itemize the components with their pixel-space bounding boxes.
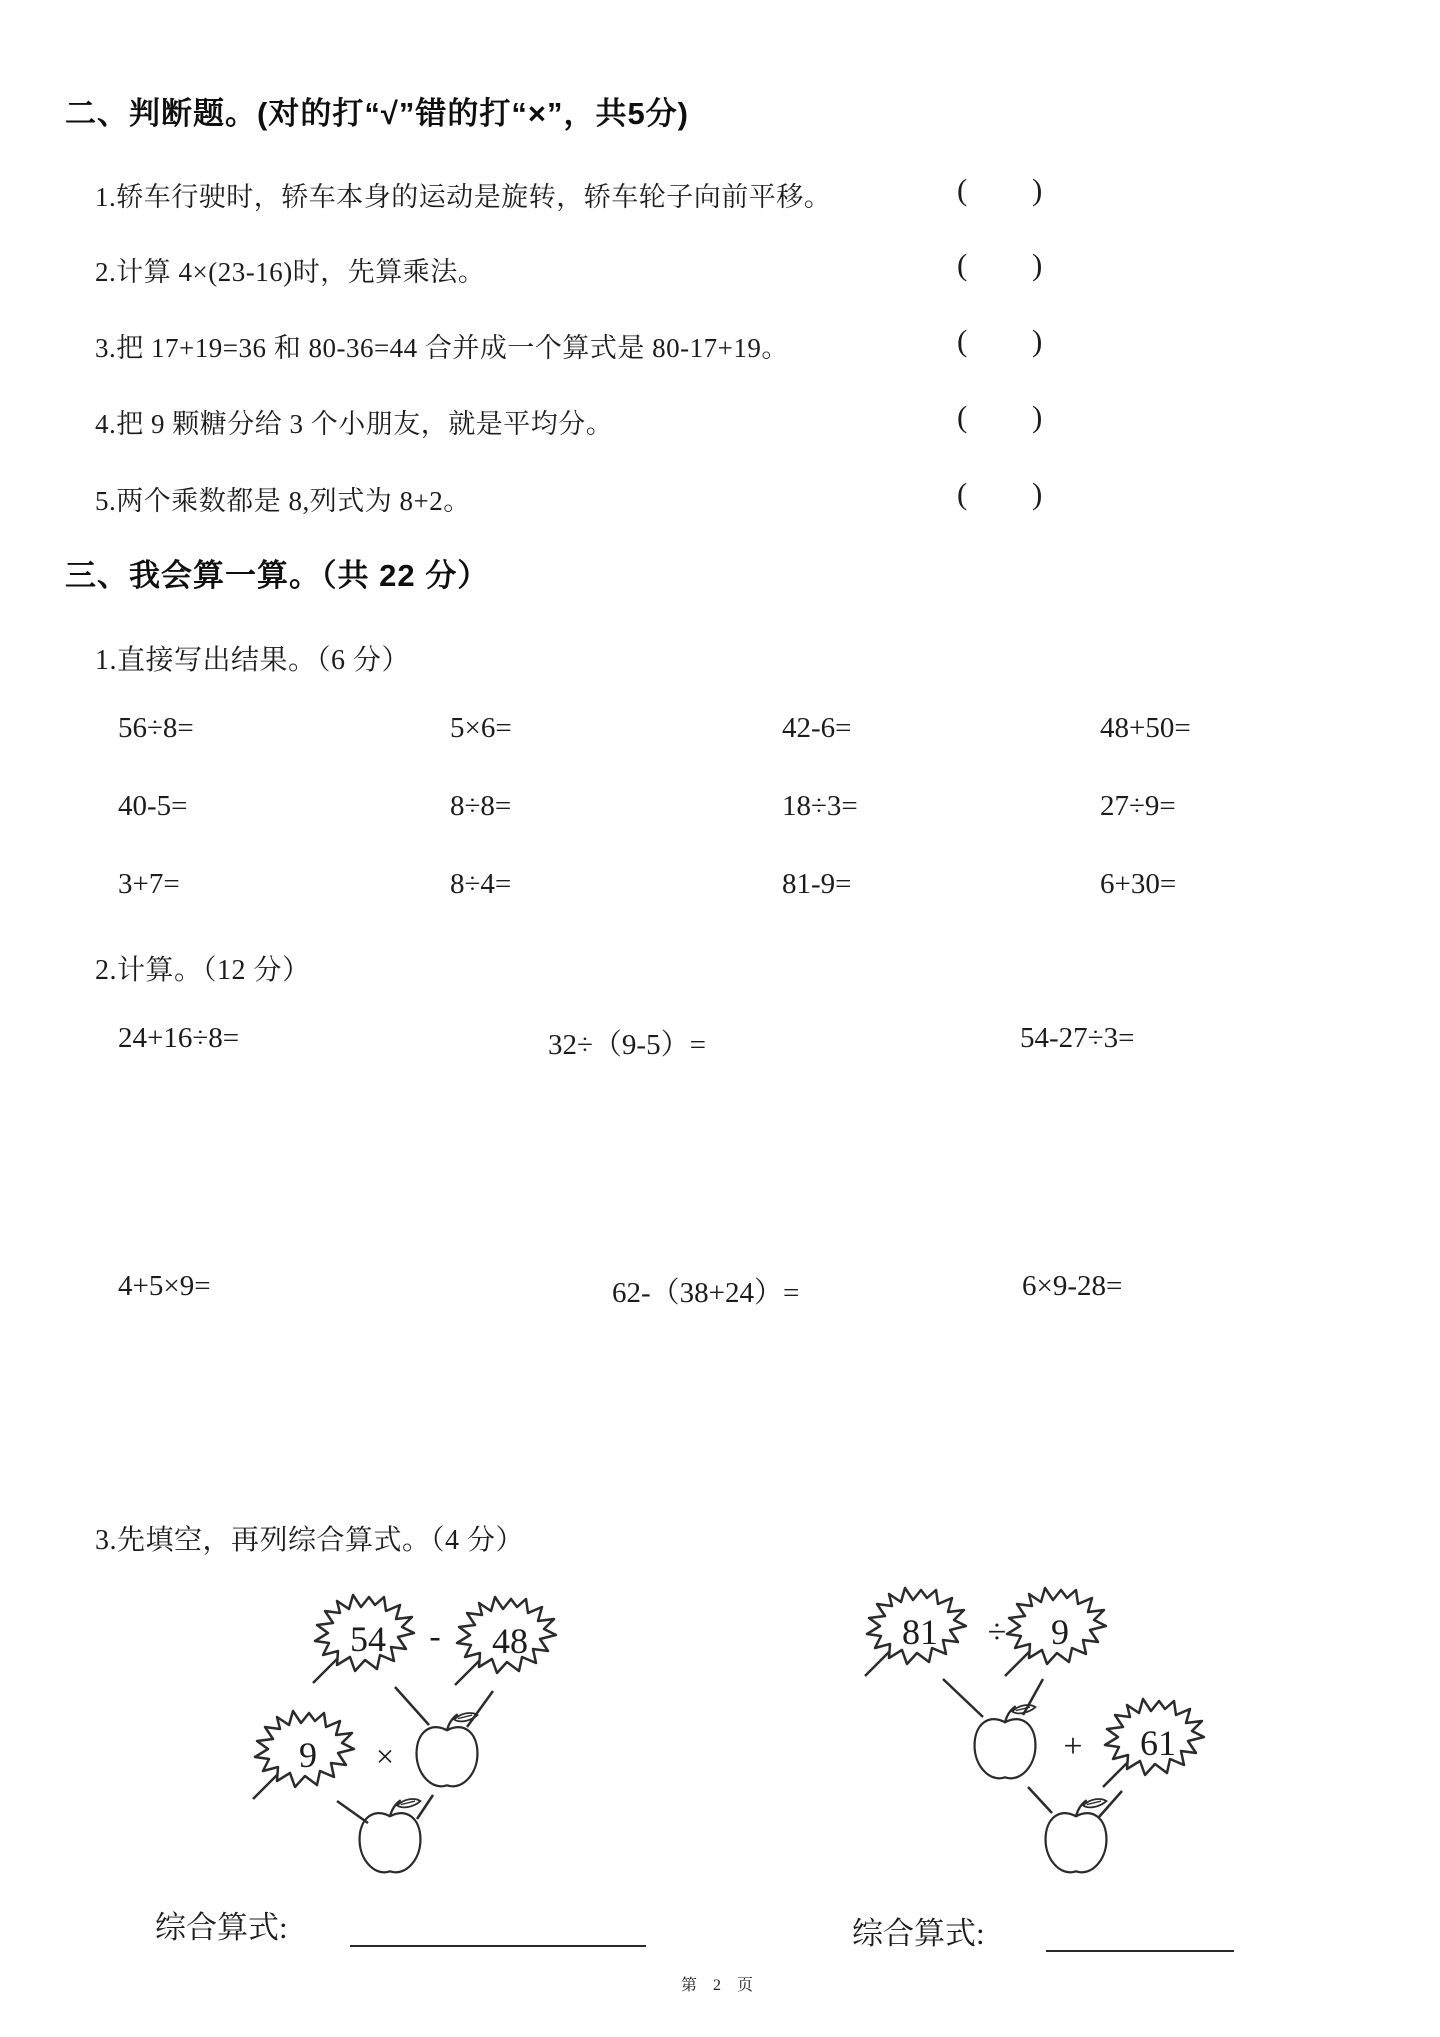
connector-line — [1028, 1787, 1052, 1813]
expr-6x9-28: 6×9-28= — [1022, 1270, 1123, 1302]
judge-item-2-paren-open: ( — [957, 247, 968, 282]
expr-32div9-5: 32÷（9-5）= — [548, 1029, 706, 1061]
sub3-title: 3.先填空，再列综合算式。（4 分） — [95, 1525, 525, 1556]
judge-item-2-paren-close: ) — [1032, 247, 1043, 282]
judge-item-3-paren-open: ( — [957, 323, 968, 358]
left-op-minus: - — [429, 1618, 441, 1655]
apple-answer-icon — [1046, 1799, 1107, 1872]
expr-27div9: 27÷9= — [1100, 790, 1176, 822]
section2-title: 二、判断题。(对的打“√”错的打“×”，共5分) — [65, 96, 690, 131]
expr-18div3: 18÷3= — [782, 790, 858, 822]
judge-item-4-paren-close: ) — [1032, 399, 1043, 434]
right-op-plus: + — [1063, 1728, 1083, 1765]
judge-item-1-paren-close: ) — [1032, 172, 1043, 207]
right-leaf-9: 9 — [1051, 1612, 1069, 1652]
judge-item-1-text: 1.轿车行驶时，轿车本身的运动是旋转，轿车轮子向前平移。 — [95, 182, 832, 212]
judge-item-5-paren-close: ) — [1032, 476, 1043, 511]
connector-line — [467, 1691, 493, 1727]
sub1-title: 1.直接写出结果。（6 分） — [95, 645, 411, 676]
judge-item-2-text: 2.计算 4×(23-16)时，先算乘法。 — [95, 257, 486, 287]
left-formula-label: 综合算式: — [155, 1910, 288, 1945]
expr-42-6: 42-6= — [782, 712, 852, 744]
judge-item-1-paren-open: ( — [957, 172, 968, 207]
apple-answer-icon — [360, 1799, 421, 1872]
judge-item-4-paren-open: ( — [957, 399, 968, 434]
right-leaf-61: 61 — [1140, 1723, 1176, 1763]
expr-54-27div3: 54-27÷3= — [1020, 1022, 1135, 1054]
expr-62-38p24: 62-（38+24）= — [612, 1277, 800, 1309]
judge-item-5-paren-open: ( — [957, 476, 968, 511]
right-op-divide: ÷ — [987, 1614, 1007, 1651]
right-expression-tree-diagram — [845, 1565, 1255, 1885]
expr-8div8: 8÷8= — [450, 790, 512, 822]
expr-8div4: 8÷4= — [450, 868, 512, 900]
left-leaf-54: 54 — [350, 1619, 386, 1659]
expr-56div8: 56÷8= — [118, 712, 194, 744]
expr-4p5x9: 4+5×9= — [118, 1270, 211, 1302]
left-expression-tree-diagram — [225, 1575, 675, 1885]
connector-line — [395, 1687, 429, 1725]
connector-line — [943, 1679, 983, 1717]
left-answer-blank — [350, 1945, 646, 1947]
expr-5x6: 5×6= — [450, 712, 512, 744]
expr-40-5: 40-5= — [118, 790, 188, 822]
expr-6p30: 6+30= — [1100, 868, 1177, 900]
connector-line — [337, 1801, 368, 1823]
right-leaf-81: 81 — [902, 1612, 938, 1652]
left-leaf-9: 9 — [299, 1735, 317, 1775]
left-leaf-48: 48 — [492, 1621, 528, 1661]
expr-48p50: 48+50= — [1100, 712, 1191, 744]
expr-81-9: 81-9= — [782, 868, 852, 900]
right-formula-label: 综合算式: — [852, 1916, 985, 1951]
judge-item-4-text: 4.把 9 颗糖分给 3 个小朋友，就是平均分。 — [95, 409, 614, 439]
judge-item-3-text: 3.把 17+19=36 和 80-36=44 合并成一个算式是 80-17+19。 — [95, 333, 789, 363]
judge-item-3-paren-close: ) — [1032, 323, 1043, 358]
connector-line — [417, 1795, 433, 1819]
judge-item-5-text: 5.两个乘数都是 8,列式为 8+2。 — [95, 486, 471, 516]
expr-3p7: 3+7= — [118, 868, 180, 900]
page-number-footer: 第 2 页 — [680, 1977, 759, 1994]
section3-title: 三、我会算一算。（共 22 分） — [65, 558, 490, 593]
left-op-times: × — [375, 1738, 395, 1774]
sub2-title: 2.计算。（12 分） — [95, 955, 311, 986]
expr-24p16div8: 24+16÷8= — [118, 1022, 240, 1054]
right-answer-blank — [1046, 1950, 1234, 1952]
